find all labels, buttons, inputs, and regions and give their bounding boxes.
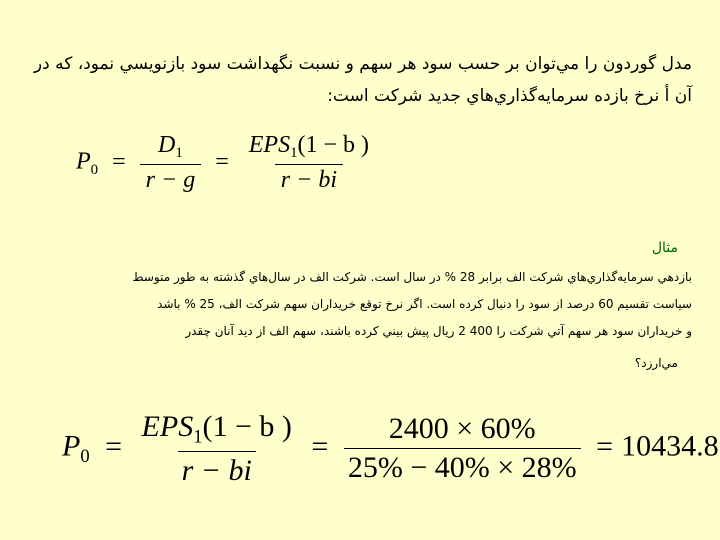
- formula1-frac2-den: r − bi: [275, 164, 343, 194]
- formula2-frac1-den: r − bi: [178, 451, 256, 488]
- formula2-frac1-num-a: EPS: [141, 410, 194, 443]
- example-question: مي‌ارزد؟: [634, 356, 678, 370]
- formula2-fraction-1: [138, 410, 296, 488]
- formula2-result: 10434.8: [621, 429, 719, 463]
- example-line: بازدهي سرمايه‌گذاري‌هاي شرکت الف برابر 28 % در سال است. شرکت الف در سال‌هاي گذشته به طور متوسط: [132, 270, 692, 284]
- intro-paragraph: مدل گوردون را مي‌توان بر حسب سود هر سهم و نسبت نگهداشت سود بازنويسي نمود، که در آن أ نرخ بازده سرمايه‌گذاري‌هاي جديد شرکت است:: [33, 54, 692, 106]
- formula1-frac1-den: r − g: [140, 164, 202, 194]
- formula2-lhs: P: [62, 429, 81, 463]
- formula1-fraction-1: [140, 132, 202, 194]
- example-paragraph: [32, 264, 692, 345]
- formula2-frac2-den: 25% − 40% × 28%: [344, 448, 581, 485]
- formula2-fraction-2: [344, 412, 581, 485]
- example-line: سياست تقسيم 60 درصد از سود را دنبال کرده است. اگر نرخ توقع خريداران سهم شرکت الف، 25 % باشد: [157, 297, 692, 311]
- example-line: و خريداران سود هر سهم آتي شرکت را 400 2 ريال پيش بيني کرده باشند، سهم الف از ديد آنان چقدر: [185, 324, 692, 338]
- formula1-frac2-num-a: EPS: [248, 132, 291, 158]
- formula2-lhs-sub: 0: [80, 446, 90, 468]
- formula1-fraction-2: [243, 132, 375, 194]
- example-heading: مثال: [651, 240, 678, 256]
- example-solution-formula: $P_0$ = $\frac{EPS_1(1 - b )}{r - bi}$ = $\frac{2400 \times 60\%}{25\% - 40\% \times 28\%}$ = 10434.8: [62, 410, 719, 487]
- gordon-formula: $P_0$ = $\frac{D_1}{r - g}$ = $\frac{EPS_1(1 - b )}{r - bi}$: [76, 132, 375, 194]
- formula1-frac1-num: D: [158, 132, 176, 158]
- formula1-frac2-num-sub: 1: [290, 145, 298, 162]
- formula1-lhs: P: [76, 148, 91, 175]
- formula2-frac1-num-b: (1 − b ): [202, 410, 292, 443]
- formula1-frac1-num-sub: 1: [175, 145, 183, 162]
- formula2-frac1-num-sub: 1: [193, 426, 203, 448]
- formula1-lhs-sub: 0: [90, 161, 99, 178]
- formula2-frac2-num: 2400 × 60%: [388, 412, 536, 446]
- formula1-frac2-num-b: (1 − b ): [297, 132, 370, 158]
